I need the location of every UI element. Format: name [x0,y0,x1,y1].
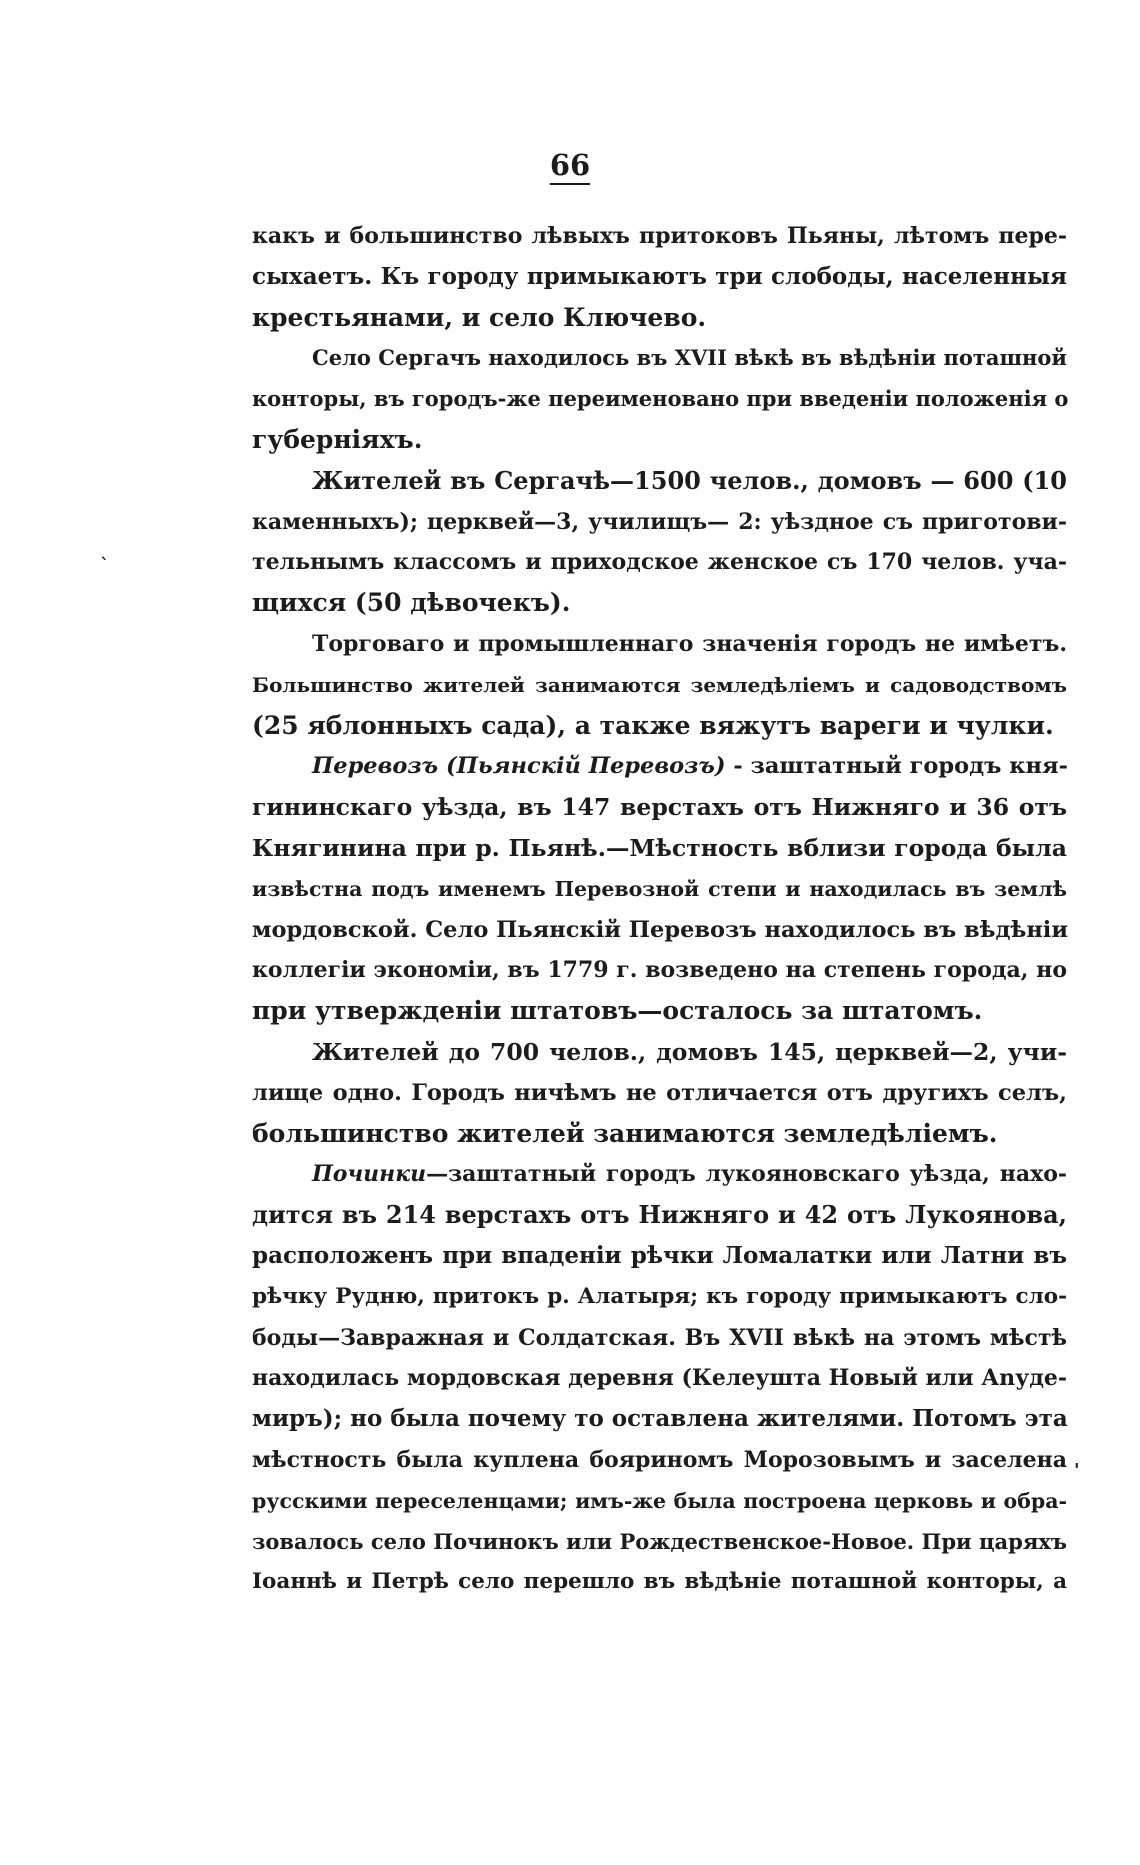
text-line: расположенъ при впаденіи рѣчки Ломалатки или Латни въ [252,1241,1067,1269]
text-line: Княгинина при р. Пьянѣ.—Мѣстность вблизи города была [252,833,1067,862]
text-line: какъ и большинство лѣвыхъ притоковъ Пьяны, лѣтомъ пере- [252,223,1067,249]
paragraph-start-line-perevoz [252,746,1067,787]
text-line: Іоаннѣ и Петрѣ село перешло въ вѣдѣніе поташной конторы, а [252,1569,1067,1595]
text-line: лище одно. Городъ ничѣмъ не отличается отъ другихъ селъ, [252,1079,1067,1106]
body-text [252,216,1067,1603]
text-line: дится въ 214 верстахъ отъ Нижняго и 42 отъ Лукоянова, [252,1200,1067,1230]
page-number: 66 [549,148,591,182]
text-line: тельнымъ классомъ и приходское женское съ 170 челов. уча- [252,549,1067,576]
text-line: извѣстна подъ именемъ Перевозной степи и находилась въ землѣ [252,876,1067,901]
scan-speck: ` [100,555,109,576]
text-line: Большинство жителей занимаются земледѣліемъ и садоводствомъ [252,672,1067,697]
text-line: щихся (50 дѣвочекъ). [252,588,571,618]
paragraph-start-line: Жителей до 700 челов., домовъ 145, церквей—2, учи- [312,1037,1067,1066]
paragraph-start-line-pochinki [252,1154,1067,1195]
text-line: миръ); но была почему то оставлена жителями. Потомъ эта [252,1405,1068,1433]
text-line: русскими переселенцами; имъ-же была построена церковь и обра- [252,1488,1067,1513]
place-name-pochinki: Починки [312,1161,427,1188]
paragraph-start-line: Жителей въ Сергачѣ—1500 челов., домовъ — 600 (10 [312,465,1067,495]
text-line: гининскаго уѣзда, въ 147 верстахъ отъ Нижняго и 36 отъ [252,793,1067,822]
text-line: зовалось село Починокъ или Рождественское-Новое. При царяхъ [252,1528,1067,1554]
paragraph-start-line: Торговаго и промышленнаго значенія городъ не имѣетъ. [312,630,1067,657]
text-line: каменныхъ); церквей—3, училищъ— 2: уѣздное съ приготови- [252,508,1067,535]
text-line: коллегіи экономіи, въ 1779 г. возведено на степень города, но [252,957,1067,984]
text-line: рѣчку Рудню, притокъ р. Алатыря; къ городу примыкаютъ сло- [252,1283,1067,1309]
place-alt-name: (Пьянскій Перевозъ) [445,753,726,780]
line-rest: —заштатный городъ лукояновскаго уѣзда, нахо- [426,1161,1067,1188]
text-line: находилась мордовская деревня (Келеушта Новый или Аnуде- [252,1365,1068,1392]
text-line: при утвержденіи штатовъ—осталось за штатомъ. [252,996,983,1026]
text-line: конторы, въ городъ-же переименовано при введеніи положенія о [252,386,1069,412]
text-line: большинство жителей занимаются земледѣліемъ. [252,1118,998,1148]
text-line: боды—Завражная и Солдатская. Въ XVII вѣкѣ на этомъ мѣстѣ [252,1324,1067,1351]
text-line: (25 яблонныхъ сада), а также вяжутъ вареги и чулки. [252,710,1054,740]
text-line: сыхаетъ. Къ городу примыкаютъ три слободы, населенныя [252,262,1067,290]
text-line: мѣстность была куплена бояриномъ Морозовымъ и заселена [252,1446,1067,1473]
place-name-perevoz: Перевозъ [312,753,439,780]
paragraph-start-line: Село Сергачъ находилось въ XVII вѣкѣ въ вѣдѣніи поташной [312,345,1067,371]
text-line: мордовской. Село Пьянскій Перевозъ находилось въ вѣдѣніи [252,916,1069,943]
text-line: крестьянами, и село Ключево. [252,302,707,332]
text-line: губерніяхъ. [252,424,423,454]
scan-speck: ' [1074,1460,1080,1481]
line-rest: - заштатный городъ кня- [733,753,1068,780]
